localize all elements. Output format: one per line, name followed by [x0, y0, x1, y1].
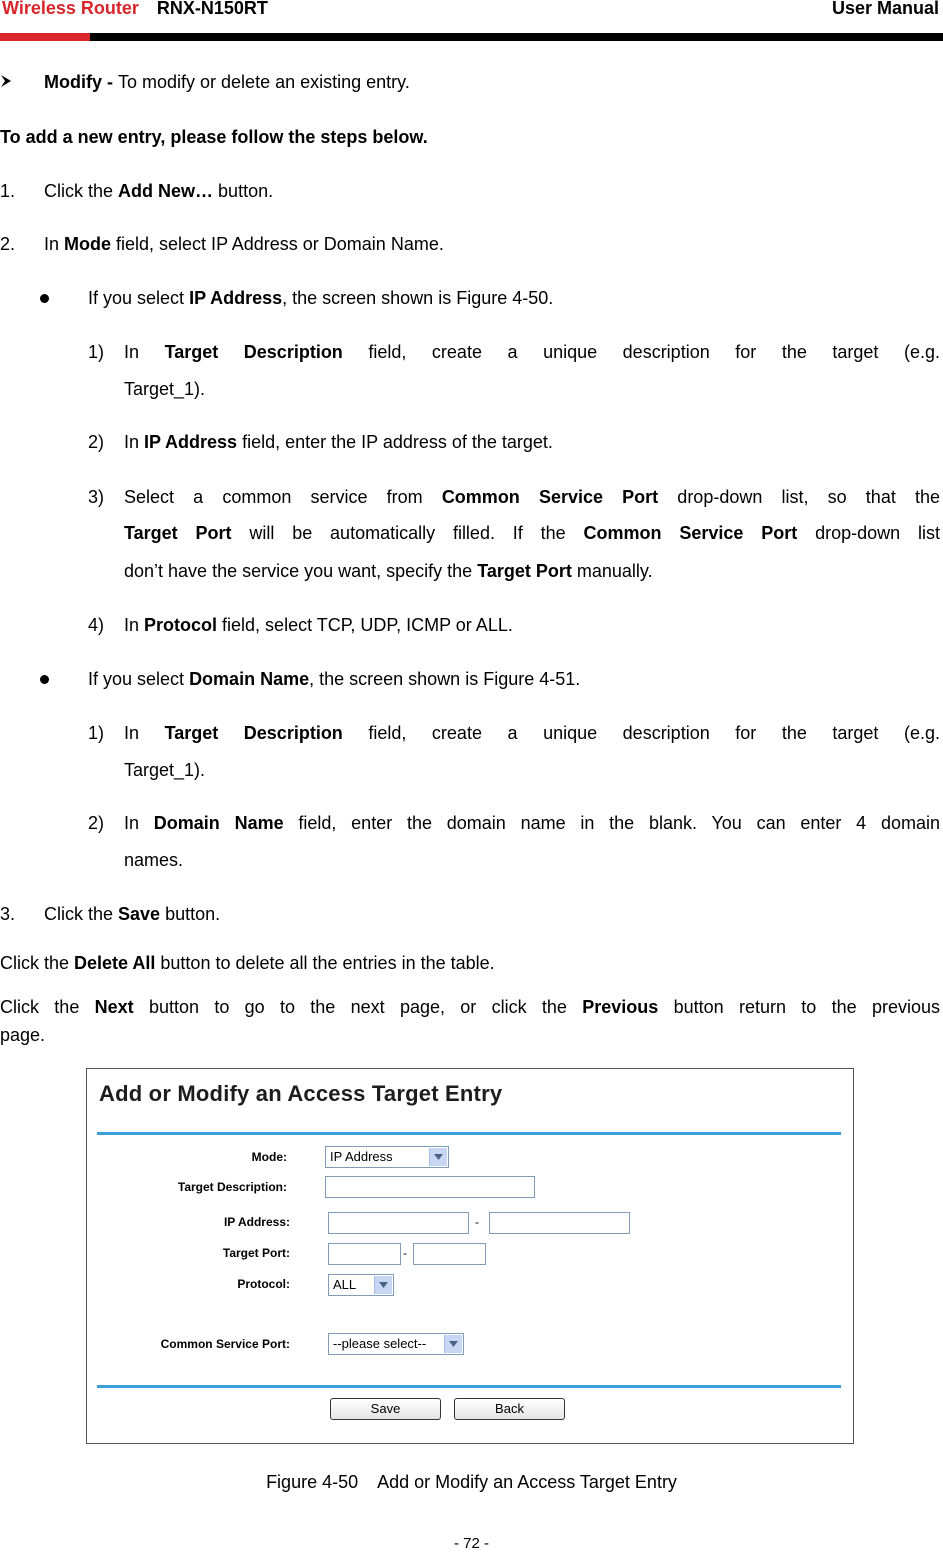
target-port-end-input[interactable]: [413, 1243, 486, 1265]
page-header: [0, 0, 943, 42]
figure-screenshot: [86, 1068, 854, 1444]
ip-address-end-input[interactable]: [489, 1212, 630, 1234]
header-left: [2, 0, 268, 19]
mode-select[interactable]: [325, 1146, 449, 1168]
dot-bullet-icon: [40, 294, 49, 303]
protocol-label: Protocol:: [237, 1277, 290, 1291]
step-1: 1. Click the Add New… button.: [0, 181, 274, 201]
protocol-select-value: ALL: [333, 1277, 357, 1292]
target-description-label: Target Description:: [177, 1180, 287, 1194]
port-range-dash: -: [403, 1246, 407, 1260]
target-description-input[interactable]: [325, 1176, 535, 1198]
target-port-start-input[interactable]: [328, 1243, 401, 1265]
step-2: 2. In Mode field, select IP Address or Domain Name.: [0, 234, 444, 254]
ip-address-start-input[interactable]: [328, 1212, 469, 1234]
arrow-bullet-icon: [0, 70, 12, 94]
figure-caption: Figure 4-50 Add or Modify an Access Target Entry: [266, 1472, 677, 1492]
header-manual: User Manual: [831, 0, 939, 18]
header-rule: [0, 33, 943, 41]
chevron-down-icon: [374, 1276, 392, 1294]
common-service-port-select[interactable]: [328, 1333, 464, 1355]
delete-all-text: Click the Delete All button to delete all the entries in the table.: [0, 953, 495, 973]
header-brand: Wireless Router: [2, 0, 139, 18]
mode-select-value: IP Address: [330, 1149, 393, 1164]
save-button[interactable]: Save: [330, 1398, 441, 1420]
steps-intro: To add a new entry, please follow the steps below.: [0, 127, 428, 147]
ip-range-dash: -: [475, 1215, 479, 1229]
step-3: 3. Click the Save button.: [0, 904, 221, 924]
csp-select-value: --please select--: [333, 1336, 427, 1351]
mode-label: Mode:: [251, 1150, 287, 1164]
figure-title: Add or Modify an Access Target Entry: [99, 1081, 503, 1106]
ip-address-label: IP Address:: [223, 1215, 290, 1229]
next-prev-text: Click the Next button to go to the next page, or click the Previous button return to the previous: [0, 997, 940, 1017]
chevron-down-icon: [444, 1335, 462, 1353]
protocol-select[interactable]: [328, 1274, 394, 1296]
modify-term: Modify -: [44, 72, 118, 92]
header-model: RNX-N150RT: [156, 0, 268, 18]
figure-top-rule: [97, 1132, 841, 1135]
chevron-down-icon: [429, 1148, 447, 1166]
common-service-port-label: Common Service Port:: [160, 1337, 290, 1351]
header-rule-accent: [0, 33, 90, 41]
page-number: - 72 -: [453, 1535, 489, 1552]
dot-bullet-icon: [40, 675, 49, 684]
back-button[interactable]: Back: [454, 1398, 565, 1420]
modify-text: To modify or delete an existing entry.: [118, 72, 410, 92]
next-prev-text-cont: page.: [0, 1025, 46, 1045]
figure-bottom-rule: [97, 1385, 841, 1388]
target-port-label: Target Port:: [222, 1246, 290, 1260]
